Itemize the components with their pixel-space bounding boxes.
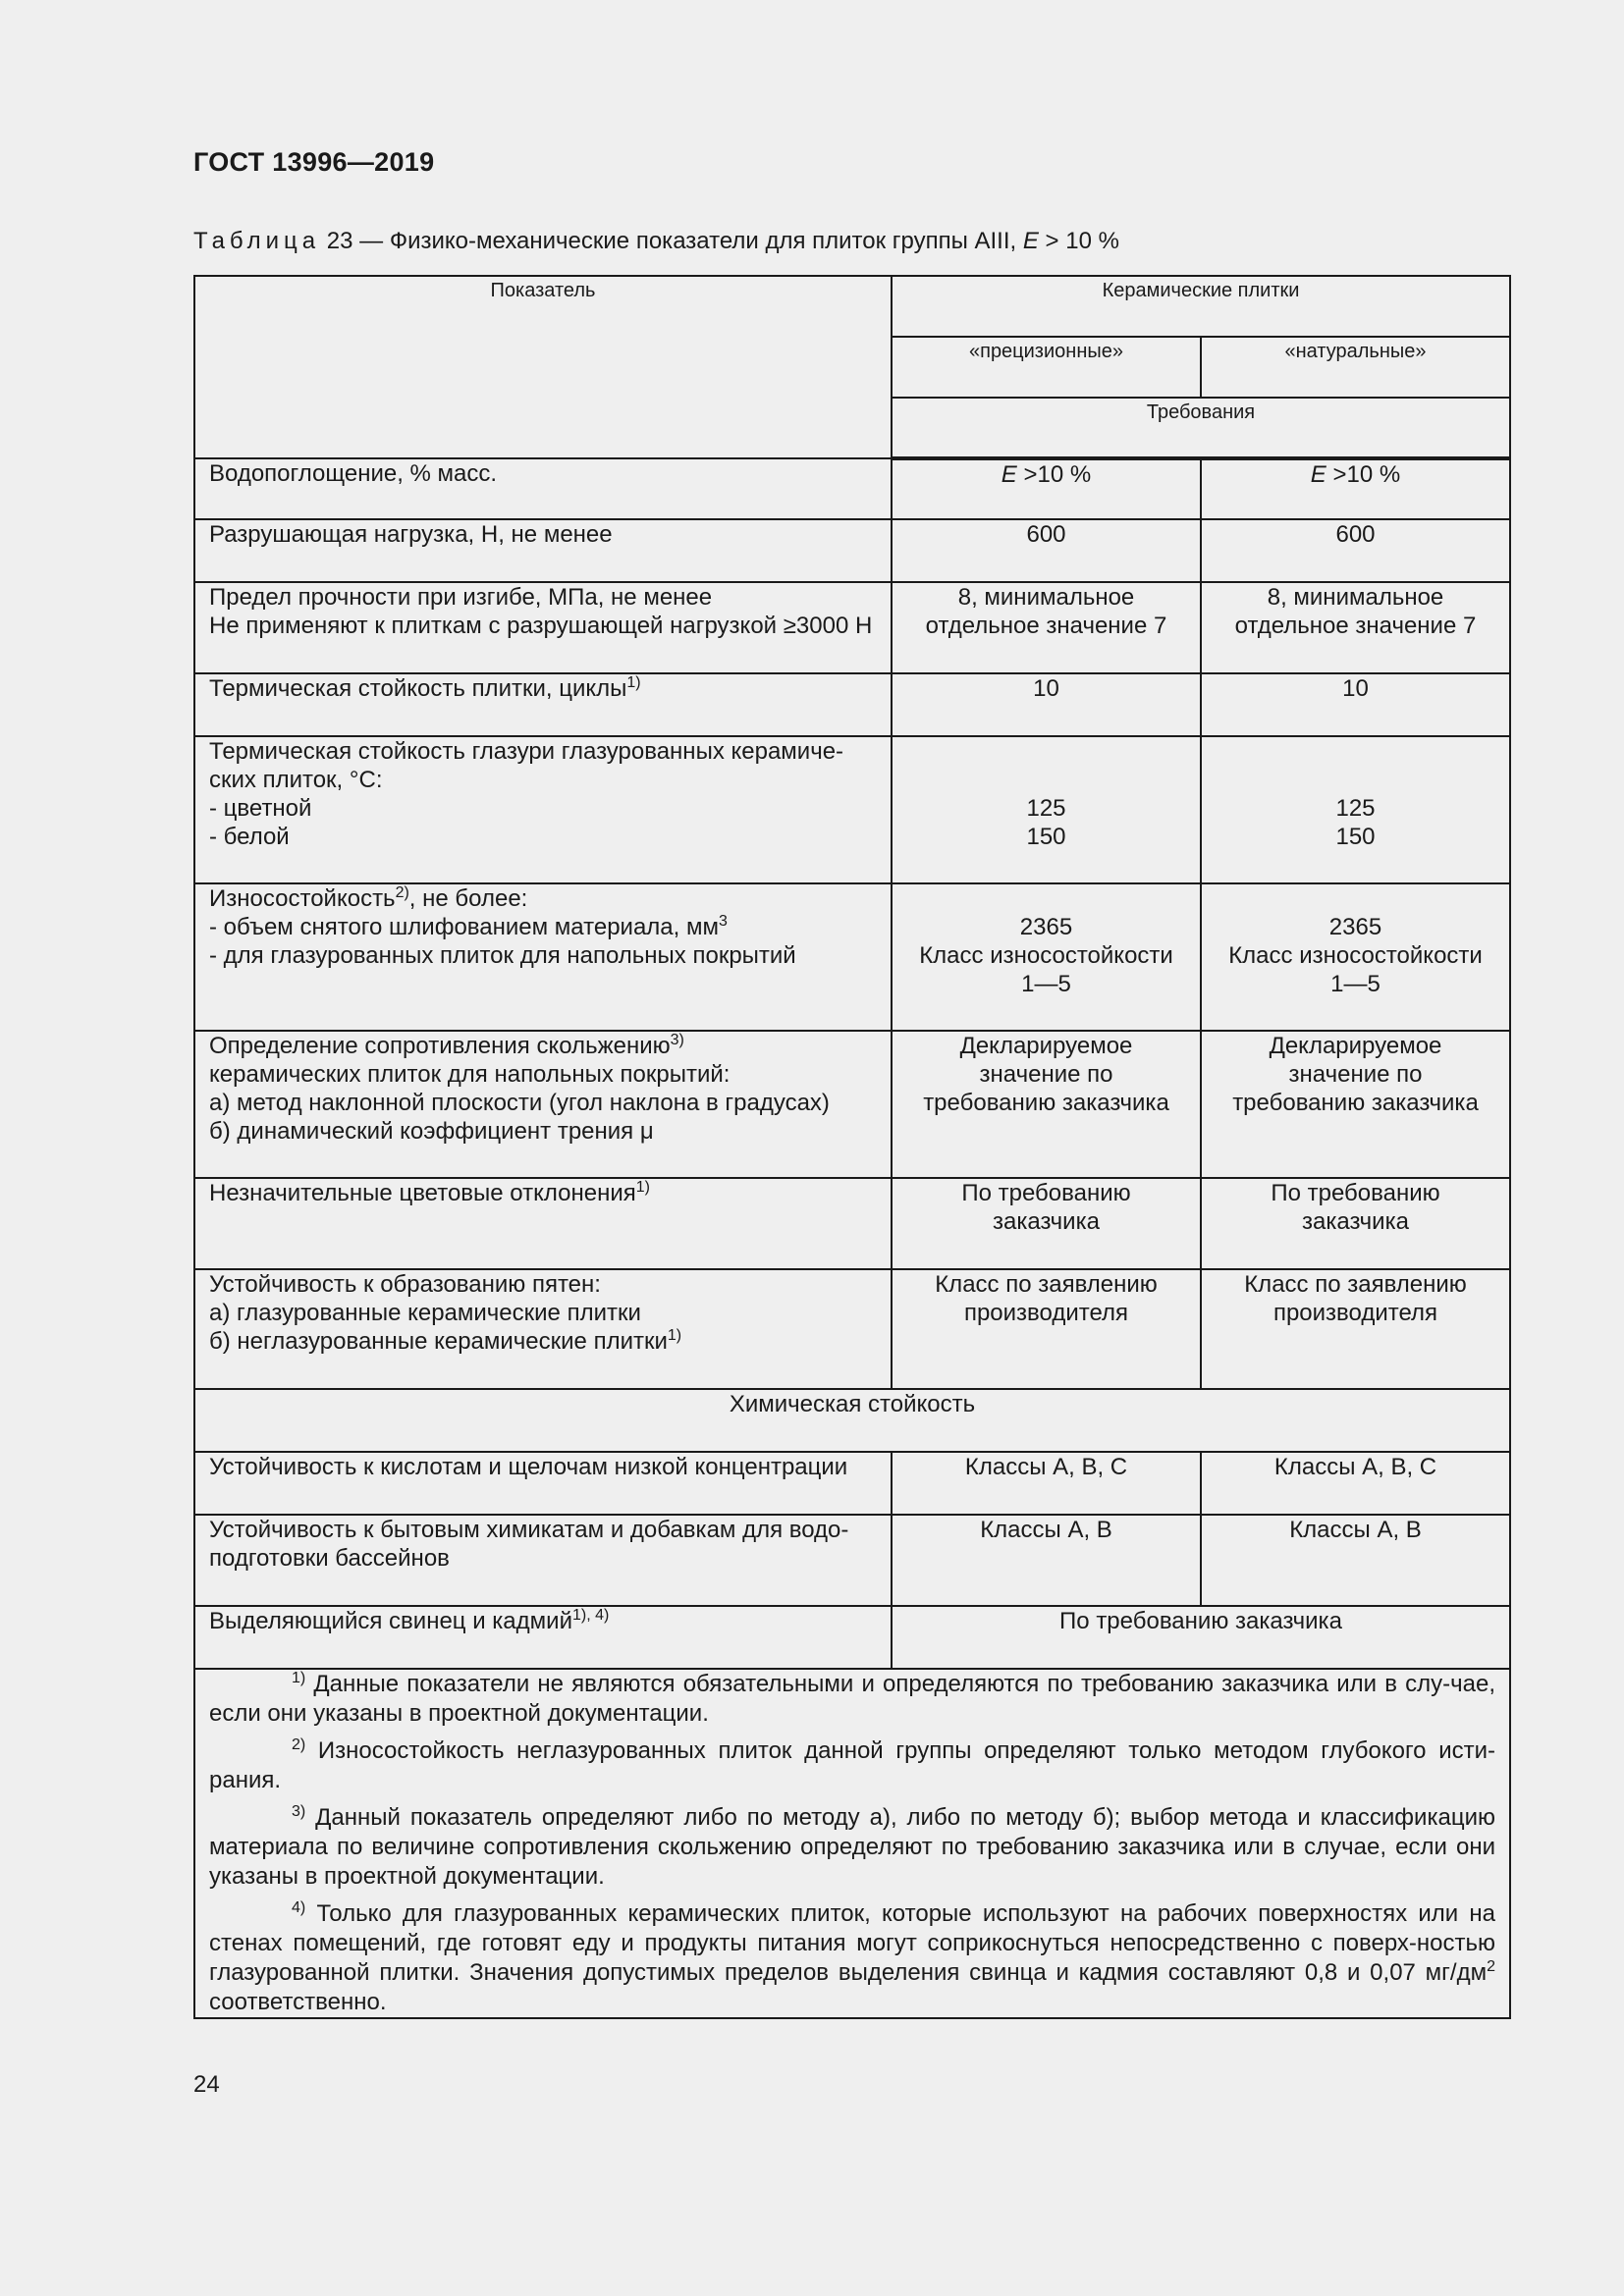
- footnote: [209, 1670, 1495, 1729]
- value-line: 150: [1335, 824, 1376, 850]
- label-text: Незначительные цветовые отклонения: [209, 1180, 636, 1206]
- value-line: Класс по заявлению: [1244, 1271, 1467, 1298]
- row-value: Классы А, В: [1201, 1515, 1510, 1606]
- row-label: [194, 1515, 892, 1606]
- label-line: а) глазурованные керамические плитки: [209, 1300, 641, 1326]
- row-value: 10: [892, 673, 1201, 736]
- footnote-text: Данный показатель определяют либо по методу а), либо по методу б); выбор метода и классификацию материала по величине сопротивления скольжению определяют по требованию заказчика или в случае, если они указаны в проектной документации.: [209, 1804, 1495, 1890]
- unit-superscript: 3: [718, 913, 728, 930]
- row-label: [194, 673, 892, 736]
- table-row: [194, 673, 1510, 736]
- footnote-text: Данные показатели не являются обязательными и определяются по требованию заказчика или в слу-чае, если они указаны в проектной документации.: [209, 1671, 1495, 1727]
- header-requirements: Требования: [892, 398, 1510, 458]
- row-label: [194, 582, 892, 673]
- row-value: [1201, 883, 1510, 1031]
- label-line: Термическая стойкость глазури глазурованных керамиче-: [209, 738, 844, 765]
- value-line: По требованию: [961, 1180, 1131, 1206]
- label-text: Термическая стойкость плитки, циклы: [209, 675, 627, 702]
- row-value: [892, 883, 1201, 1031]
- value-line: Класс по заявлению: [935, 1271, 1158, 1298]
- row-label: Разрушающая нагрузка, Н, не менее: [194, 519, 892, 582]
- header-col-precision: «прецизионные»: [892, 337, 1201, 398]
- row-value: Классы А, В, С: [1201, 1452, 1510, 1515]
- label-line: Предел прочности при изгибе, МПа, не менее: [209, 584, 713, 611]
- row-value: Классы А, В: [892, 1515, 1201, 1606]
- row-value: [1201, 736, 1510, 883]
- row-value: Классы А, В, С: [892, 1452, 1201, 1515]
- footnote-mark: 3): [292, 1803, 306, 1820]
- row-label: [194, 1269, 892, 1389]
- value-line: заказчика: [1302, 1208, 1409, 1235]
- value-line: производителя: [1272, 1300, 1438, 1326]
- table-row: [194, 1031, 1510, 1178]
- footnote-text: Износостойкость неглазурованных плиток данной группы определяют только методом глубокого исти-рания.: [209, 1737, 1495, 1793]
- footnote-ref: 1): [626, 674, 641, 691]
- caption-symbol: E: [1022, 228, 1039, 254]
- table-row: [194, 582, 1510, 673]
- value-line: производителя: [963, 1300, 1129, 1326]
- row-label: [194, 1178, 892, 1269]
- footnote: [209, 1736, 1495, 1795]
- table-row: [194, 736, 1510, 883]
- row-value: [1201, 1178, 1510, 1269]
- document-code: ГОСТ 13996—2019: [193, 147, 435, 177]
- value-text: >10 %: [1326, 461, 1401, 488]
- footnote-ref: 1), 4): [571, 1607, 610, 1624]
- label-line: - белой: [209, 824, 290, 850]
- value-line: По требованию: [1271, 1180, 1440, 1206]
- row-label: [194, 883, 892, 1031]
- value-line: отдельное значение 7: [1234, 613, 1477, 639]
- table-row: [194, 458, 1510, 519]
- row-value: [1201, 1031, 1510, 1178]
- row-value: [1201, 582, 1510, 673]
- footnote-ref: 3): [670, 1032, 684, 1048]
- footnote-ref: 1): [667, 1327, 682, 1344]
- label-line: Определение сопротивления скольжению$^{3)}$: [209, 1032, 684, 1059]
- value-line: требованию заказчика: [1232, 1090, 1479, 1116]
- value-line: Класс износостойкости: [919, 942, 1173, 969]
- row-value: [892, 1269, 1201, 1389]
- value-line: 8, минимальное: [1267, 584, 1444, 611]
- table-notes: [194, 1669, 1510, 2018]
- label-line: Износостойкость$^{2)}$, не более:: [209, 884, 528, 912]
- label-line: подготовки бассейнов: [209, 1545, 450, 1572]
- value-line: 1—5: [1330, 971, 1380, 997]
- value-text: >10 %: [1016, 461, 1092, 488]
- row-value: [892, 458, 1201, 519]
- label-line: б) неглазурованные керамические плитки$^{1)}$: [209, 1327, 682, 1355]
- value-line: 8, минимальное: [957, 584, 1135, 611]
- label-line: керамических плиток для напольных покрытий:: [209, 1061, 731, 1088]
- value-line: 125: [1335, 795, 1376, 822]
- header-parameter: Показатель: [194, 276, 892, 458]
- label-line: - объем снятого шлифованием материала, $мм^3$: [209, 913, 728, 940]
- footnote: [209, 1899, 1495, 2017]
- label-line: Устойчивость к образованию пятен:: [209, 1271, 601, 1298]
- table-row: [194, 1178, 1510, 1269]
- row-value: 600: [1201, 519, 1510, 582]
- row-value: 600: [892, 519, 1201, 582]
- row-value: По требованию заказчика: [892, 1606, 1510, 1669]
- footnote-ref: 2): [395, 884, 409, 901]
- footnote-text-end: соответственно.: [209, 1989, 387, 2015]
- label-line: Не применяют к плиткам с разрушающей нагрузкой ≥3000 Н: [209, 613, 873, 639]
- row-value: [892, 582, 1201, 673]
- footnote-mark: 4): [292, 1899, 306, 1916]
- unit-superscript: 2: [1487, 1958, 1495, 1975]
- value-line: значение по: [979, 1061, 1113, 1088]
- label-line: - цветной: [209, 795, 312, 822]
- value-line: Декларируемое: [959, 1033, 1133, 1059]
- row-value: 10: [1201, 673, 1510, 736]
- label-text: Выделяющийся свинец и кадмий: [209, 1608, 572, 1634]
- caption-number: 23: [326, 228, 353, 254]
- label-line: Устойчивость к бытовым химикатам и добавкам для водо-: [209, 1517, 849, 1543]
- row-label: Устойчивость к кислотам и щелочам низкой концентрации: [194, 1452, 892, 1515]
- notes-row: [194, 1669, 1510, 2018]
- header-row: [194, 276, 1510, 337]
- value-symbol: E: [1001, 461, 1017, 488]
- section-row: [194, 1389, 1510, 1452]
- row-value: [892, 1031, 1201, 1178]
- value-line: 2365: [1019, 914, 1073, 940]
- row-label: [194, 736, 892, 883]
- row-value: [892, 1178, 1201, 1269]
- footnote: [209, 1803, 1495, 1892]
- value-symbol: E: [1310, 461, 1326, 488]
- value-line: заказчика: [993, 1208, 1100, 1235]
- table-row: [194, 1515, 1510, 1606]
- section-title: Химическая стойкость: [194, 1389, 1510, 1452]
- footnote-mark: 1): [292, 1670, 306, 1686]
- caption-text-end: > 10 %: [1038, 228, 1119, 254]
- row-value: [892, 736, 1201, 883]
- table-row: [194, 1269, 1510, 1389]
- label-line: б) динамический коэффициент трения μ: [209, 1118, 654, 1145]
- value-line: 2365: [1328, 914, 1382, 940]
- value-line: требованию заказчика: [923, 1090, 1169, 1116]
- footnote-ref: 1): [635, 1179, 650, 1196]
- header-group: Керамические плитки: [892, 276, 1510, 337]
- table-row: [194, 519, 1510, 582]
- row-label: [194, 1031, 892, 1178]
- page-number: 24: [193, 2071, 220, 2098]
- row-label: Водопоглощение, % масс.: [194, 458, 892, 519]
- footnote-text: Только для глазурованных керамических плиток, которые используют на рабочих поверхностях или на стенах помещений, где готовят еду и продукты питания могут соприкоснуться непосредственно с поверх-ностью глазурованной плитки. Значения допустимых пределов выделения свинца и кадмия составляют 0,8 и 0,07 мг/дм: [209, 1900, 1495, 1986]
- value-line: отдельное значение 7: [925, 613, 1167, 639]
- value-line: Класс износостойкости: [1228, 942, 1483, 969]
- table-row: [194, 1606, 1510, 1669]
- table-row: [194, 1452, 1510, 1515]
- caption-prefix: Таблица: [193, 228, 321, 254]
- row-label: [194, 1606, 892, 1669]
- row-value: [1201, 1269, 1510, 1389]
- label-line: - для глазурованных плиток для напольных покрытий: [209, 942, 796, 969]
- properties-table: [193, 275, 1511, 2019]
- row-value: [1201, 458, 1510, 519]
- value-line: значение по: [1288, 1061, 1423, 1088]
- label-line: ских плиток, °С:: [209, 767, 383, 793]
- header-col-natural: «натуральные»: [1201, 337, 1510, 398]
- table-caption: [193, 228, 1119, 255]
- caption-text: — Физико-механические показатели для плиток группы AIII,: [352, 228, 1023, 254]
- label-line: а) метод наклонной плоскости (угол наклона в градусах): [209, 1090, 830, 1116]
- value-line: Декларируемое: [1269, 1033, 1442, 1059]
- value-line: 150: [1026, 824, 1066, 850]
- value-line: 125: [1026, 795, 1066, 822]
- table-row: [194, 883, 1510, 1031]
- footnote-mark: 2): [292, 1736, 306, 1753]
- value-line: 1—5: [1021, 971, 1071, 997]
